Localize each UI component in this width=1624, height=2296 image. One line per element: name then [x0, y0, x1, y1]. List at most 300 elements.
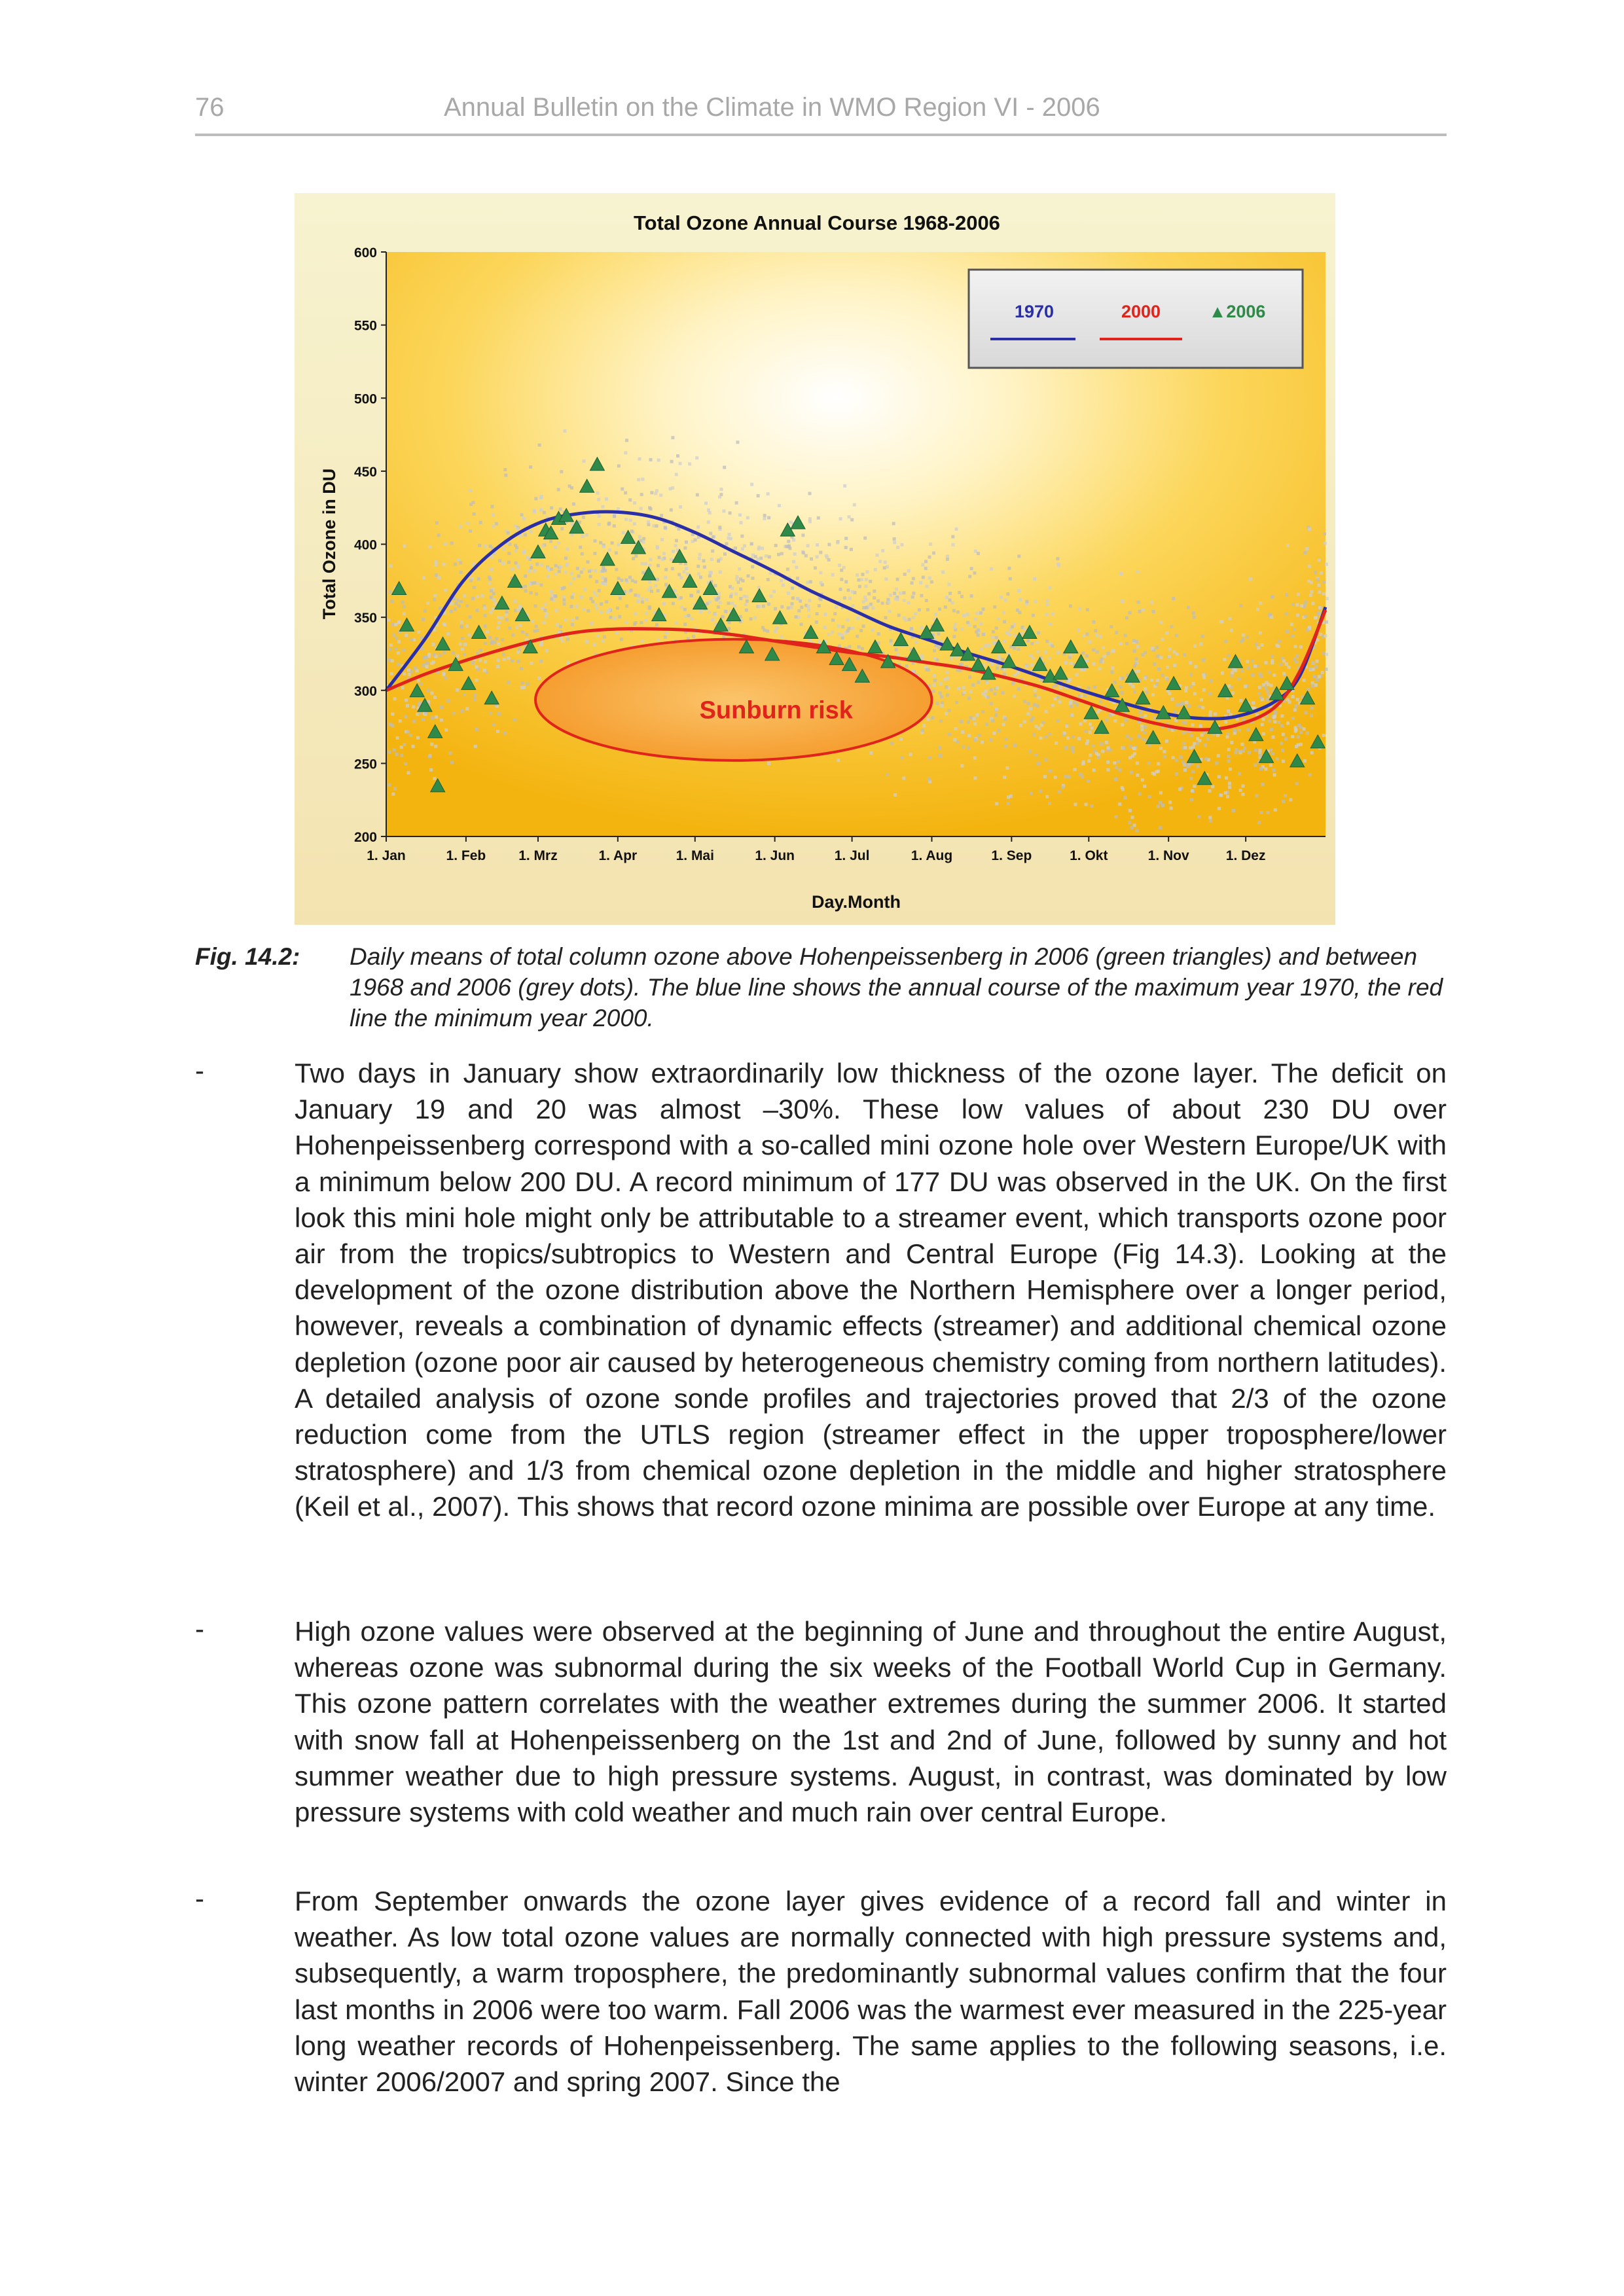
- climatology-dot: [388, 783, 391, 787]
- climatology-dot: [1266, 689, 1269, 692]
- climatology-dot: [547, 575, 550, 578]
- climatology-dot: [1003, 620, 1006, 624]
- climatology-dot: [1078, 694, 1081, 698]
- climatology-dot: [679, 576, 683, 579]
- climatology-dot: [1274, 711, 1277, 714]
- climatology-dot: [944, 605, 947, 609]
- climatology-dot: [1273, 720, 1276, 723]
- climatology-dot: [662, 602, 666, 605]
- climatology-dot: [1175, 759, 1178, 762]
- climatology-dot: [907, 569, 911, 573]
- climatology-dot: [819, 551, 822, 554]
- climatology-dot: [982, 633, 985, 636]
- climatology-dot: [728, 533, 731, 536]
- climatology-dot: [648, 581, 651, 584]
- climatology-dot: [708, 600, 712, 603]
- climatology-dot: [948, 599, 952, 602]
- climatology-dot: [1228, 781, 1231, 785]
- climatology-dot: [776, 626, 779, 630]
- climatology-dot: [595, 580, 598, 583]
- climatology-dot: [973, 776, 977, 780]
- climatology-dot: [1119, 768, 1122, 772]
- climatology-dot: [452, 711, 456, 715]
- climatology-dot: [1204, 744, 1207, 747]
- climatology-dot: [1092, 620, 1095, 624]
- climatology-dot: [391, 713, 394, 716]
- climatology-dot: [1033, 577, 1036, 581]
- climatology-dot: [1227, 685, 1231, 688]
- climatology-dot: [739, 577, 742, 581]
- climatology-dot: [736, 440, 740, 444]
- climatology-dot: [1282, 800, 1285, 803]
- climatology-dot: [1011, 625, 1014, 628]
- climatology-dot: [535, 563, 539, 566]
- climatology-dot: [980, 647, 983, 651]
- climatology-dot: [1107, 746, 1110, 749]
- climatology-dot: [762, 605, 765, 608]
- climatology-dot: [433, 696, 437, 699]
- climatology-dot: [818, 640, 821, 643]
- climatology-dot: [1052, 685, 1055, 689]
- climatology-dot: [1204, 757, 1208, 761]
- climatology-dot: [417, 630, 420, 634]
- climatology-dot: [746, 575, 749, 578]
- climatology-dot: [1121, 677, 1125, 680]
- climatology-dot: [987, 644, 990, 647]
- climatology-dot: [545, 649, 549, 653]
- climatology-dot: [1089, 730, 1092, 734]
- climatology-dot: [585, 533, 588, 537]
- climatology-dot: [1310, 751, 1314, 755]
- climatology-dot: [750, 543, 753, 546]
- climatology-dot: [1128, 756, 1132, 759]
- climatology-dot: [405, 634, 408, 637]
- climatology-dot: [734, 592, 738, 596]
- climatology-dot: [973, 723, 977, 726]
- climatology-dot: [1151, 647, 1154, 650]
- climatology-dot: [461, 709, 464, 713]
- climatology-dot: [977, 681, 981, 684]
- climatology-dot: [1151, 693, 1155, 696]
- climatology-dot: [558, 570, 561, 573]
- climatology-dot: [637, 594, 640, 598]
- climatology-dot: [948, 592, 952, 595]
- climatology-dot: [699, 610, 702, 613]
- climatology-dot: [407, 668, 410, 672]
- climatology-dot: [594, 603, 597, 607]
- climatology-dot: [465, 624, 469, 628]
- climatology-dot: [1069, 702, 1072, 705]
- climatology-dot: [1249, 577, 1252, 581]
- climatology-dot: [490, 596, 493, 599]
- climatology-dot: [1183, 653, 1186, 656]
- climatology-dot: [1229, 768, 1232, 771]
- climatology-dot: [1264, 686, 1267, 689]
- climatology-dot: [802, 551, 805, 554]
- climatology-dot: [1295, 660, 1298, 664]
- climatology-dot: [1258, 686, 1261, 689]
- climatology-dot: [402, 649, 405, 652]
- climatology-dot: [725, 542, 728, 545]
- climatology-dot: [814, 566, 817, 569]
- climatology-dot: [1001, 691, 1005, 694]
- climatology-dot: [530, 662, 533, 665]
- climatology-dot: [992, 641, 996, 645]
- climatology-dot: [1133, 752, 1136, 755]
- climatology-dot: [1034, 694, 1037, 697]
- climatology-dot: [939, 719, 943, 723]
- climatology-dot: [604, 583, 607, 586]
- climatology-dot: [767, 602, 770, 605]
- climatology-dot: [1190, 734, 1193, 738]
- climatology-dot: [388, 647, 391, 651]
- climatology-dot: [671, 436, 674, 439]
- climatology-dot: [475, 728, 478, 731]
- climatology-dot: [807, 608, 810, 611]
- climatology-dot: [1078, 607, 1081, 611]
- climatology-dot: [1147, 761, 1151, 764]
- climatology-dot: [492, 513, 495, 516]
- climatology-dot: [1180, 755, 1183, 759]
- sunburn-risk-label: Sunburn risk: [699, 696, 853, 725]
- climatology-dot: [708, 511, 712, 514]
- climatology-dot: [718, 495, 721, 499]
- climatology-dot: [1051, 704, 1055, 707]
- climatology-dot: [819, 571, 822, 575]
- climatology-dot: [899, 738, 903, 741]
- climatology-dot: [1311, 681, 1314, 685]
- climatology-dot: [590, 622, 594, 625]
- climatology-dot: [1159, 656, 1163, 659]
- climatology-dot: [800, 605, 803, 609]
- climatology-dot: [722, 509, 725, 512]
- climatology-dot: [1290, 622, 1293, 626]
- climatology-dot: [1045, 795, 1049, 798]
- climatology-dot: [476, 595, 479, 598]
- climatology-dot: [1004, 717, 1007, 721]
- climatology-dot: [655, 623, 659, 626]
- climatology-dot: [630, 529, 634, 533]
- climatology-dot: [787, 540, 790, 543]
- page-header: [195, 93, 1447, 136]
- climatology-dot: [1051, 645, 1054, 648]
- climatology-dot: [613, 617, 617, 620]
- climatology-dot: [1005, 738, 1008, 741]
- climatology-dot: [1217, 754, 1220, 757]
- climatology-dot: [644, 562, 647, 565]
- climatology-dot: [655, 524, 659, 528]
- climatology-dot: [1187, 606, 1190, 609]
- climatology-dot: [734, 605, 737, 608]
- climatology-dot: [1056, 557, 1059, 560]
- climatology-dot: [1103, 655, 1106, 658]
- climatology-dot: [1299, 743, 1303, 746]
- climatology-dot: [1026, 712, 1030, 715]
- climatology-dot: [539, 660, 543, 663]
- climatology-dot: [497, 642, 500, 645]
- climatology-dot: [1032, 614, 1035, 617]
- climatology-dot: [1100, 742, 1103, 745]
- climatology-dot: [473, 698, 477, 701]
- climatology-dot: [1191, 770, 1195, 774]
- climatology-dot: [1242, 784, 1245, 787]
- climatology-dot: [1202, 658, 1205, 662]
- climatology-dot: [594, 569, 597, 573]
- climatology-dot: [867, 592, 871, 596]
- climatology-dot: [406, 704, 409, 708]
- y-tick-label: 600: [353, 245, 377, 260]
- climatology-dot: [572, 577, 575, 580]
- climatology-dot: [624, 492, 627, 495]
- climatology-dot: [654, 492, 657, 495]
- climatology-dot: [1280, 663, 1283, 666]
- climatology-dot: [1174, 719, 1178, 722]
- climatology-dot: [806, 581, 809, 584]
- climatology-dot: [850, 518, 854, 522]
- climatology-dot: [555, 609, 558, 612]
- climatology-dot: [596, 492, 600, 495]
- climatology-dot: [698, 557, 701, 560]
- climatology-dot: [442, 672, 446, 675]
- climatology-dot: [704, 501, 708, 505]
- climatology-dot: [741, 547, 744, 550]
- climatology-dot: [731, 587, 734, 590]
- climatology-dot: [774, 544, 778, 547]
- climatology-dot: [1318, 590, 1321, 594]
- climatology-dot: [1322, 734, 1326, 737]
- climatology-dot: [1304, 711, 1307, 715]
- climatology-dot: [422, 664, 425, 667]
- climatology-dot: [1141, 778, 1144, 781]
- climatology-dot: [1304, 600, 1307, 603]
- climatology-dot: [1146, 691, 1149, 694]
- climatology-dot: [971, 683, 975, 687]
- climatology-dot: [409, 734, 412, 737]
- caption-label: Fig. 14.2:: [195, 943, 300, 970]
- climatology-dot: [562, 598, 566, 601]
- climatology-dot: [1305, 547, 1308, 550]
- climatology-dot: [1087, 759, 1091, 762]
- climatology-dot: [1106, 768, 1110, 772]
- climatology-dot: [1122, 747, 1125, 750]
- climatology-dot: [1027, 702, 1030, 705]
- climatology-dot: [688, 462, 691, 465]
- climatology-dot: [1297, 593, 1300, 596]
- climatology-dot: [1045, 613, 1049, 617]
- climatology-dot: [950, 657, 953, 660]
- climatology-dot: [410, 638, 413, 641]
- climatology-dot: [985, 723, 988, 726]
- climatology-dot: [1230, 629, 1233, 632]
- climatology-dot: [1137, 601, 1140, 604]
- climatology-dot: [995, 636, 998, 639]
- climatology-dot: [933, 649, 936, 653]
- climatology-dot: [393, 697, 397, 700]
- climatology-dot: [615, 568, 618, 571]
- climatology-dot: [836, 541, 839, 545]
- climatology-dot: [657, 564, 660, 567]
- x-tick-label: 1. Feb: [446, 848, 486, 863]
- climatology-dot: [535, 625, 538, 628]
- climatology-dot: [1144, 731, 1147, 734]
- climatology-dot: [631, 579, 634, 583]
- climatology-dot: [1093, 685, 1096, 689]
- climatology-dot: [865, 570, 869, 573]
- climatology-dot: [1009, 795, 1013, 798]
- climatology-dot: [526, 556, 530, 560]
- climatology-dot: [875, 554, 878, 557]
- climatology-dot: [496, 665, 499, 668]
- climatology-dot: [1144, 714, 1147, 717]
- climatology-dot: [851, 626, 854, 630]
- x-tick-label: 1. Jul: [834, 848, 870, 863]
- climatology-dot: [526, 683, 530, 686]
- climatology-dot: [861, 573, 865, 576]
- climatology-dot: [576, 567, 579, 570]
- climatology-dot: [1134, 657, 1138, 660]
- climatology-dot: [1259, 601, 1262, 605]
- climatology-dot: [644, 619, 647, 622]
- climatology-dot: [484, 624, 487, 628]
- climatology-dot: [1246, 660, 1249, 663]
- climatology-dot: [1288, 666, 1291, 669]
- climatology-dot: [955, 528, 958, 531]
- climatology-dot: [1063, 732, 1066, 735]
- climatology-dot: [1138, 735, 1141, 738]
- climatology-dot: [930, 581, 933, 584]
- climatology-dot: [897, 614, 901, 617]
- climatology-dot: [1285, 662, 1288, 666]
- climatology-dot: [1142, 608, 1145, 611]
- climatology-dot: [1209, 819, 1212, 823]
- climatology-dot: [1082, 634, 1085, 637]
- climatology-dot: [540, 564, 543, 567]
- climatology-dot: [575, 605, 579, 608]
- climatology-dot: [659, 493, 662, 497]
- climatology-dot: [780, 552, 784, 555]
- climatology-dot: [938, 746, 941, 749]
- climatology-dot: [1034, 725, 1038, 728]
- climatology-dot: [1032, 733, 1036, 736]
- climatology-dot: [791, 602, 794, 605]
- climatology-dot: [433, 594, 437, 597]
- climatology-dot: [1084, 730, 1087, 733]
- climatology-dot: [1055, 742, 1058, 745]
- climatology-dot: [507, 656, 510, 660]
- climatology-dot: [1102, 646, 1105, 649]
- climatology-dot: [566, 637, 569, 641]
- climatology-dot: [613, 514, 616, 518]
- climatology-dot: [750, 483, 753, 486]
- climatology-dot: [1226, 795, 1229, 798]
- climatology-dot: [557, 488, 560, 492]
- climatology-dot: [720, 488, 723, 491]
- climatology-dot: [511, 634, 514, 637]
- climatology-dot: [502, 653, 505, 656]
- climatology-dot: [1097, 756, 1100, 759]
- climatology-dot: [636, 600, 640, 603]
- climatology-dot: [397, 640, 401, 643]
- climatology-dot: [1209, 710, 1212, 713]
- climatology-dot: [601, 576, 604, 579]
- climatology-dot: [1144, 677, 1147, 680]
- climatology-dot: [1058, 700, 1062, 704]
- climatology-dot: [939, 691, 942, 694]
- climatology-dot: [514, 524, 517, 528]
- climatology-dot: [1183, 746, 1187, 749]
- climatology-dot: [1039, 790, 1043, 793]
- climatology-dot: [675, 621, 678, 624]
- climatology-dot: [848, 627, 851, 630]
- climatology-dot: [469, 615, 472, 619]
- climatology-dot: [780, 579, 783, 582]
- climatology-dot: [1071, 746, 1074, 749]
- climatology-dot: [1048, 732, 1051, 736]
- climatology-dot: [954, 622, 957, 626]
- climatology-dot: [498, 559, 501, 562]
- climatology-dot: [393, 787, 397, 791]
- climatology-dot: [1193, 645, 1197, 648]
- climatology-dot: [887, 601, 890, 604]
- climatology-dot: [1211, 785, 1214, 788]
- climatology-dot: [820, 598, 823, 601]
- climatology-dot: [388, 751, 391, 754]
- climatology-dot: [456, 655, 460, 658]
- y-tick-label: 200: [353, 830, 377, 845]
- climatology-dot: [496, 730, 499, 733]
- climatology-dot: [753, 617, 757, 620]
- climatology-dot: [503, 658, 506, 661]
- climatology-dot: [1092, 662, 1095, 666]
- climatology-dot: [1271, 659, 1274, 662]
- climatology-dot: [664, 583, 668, 586]
- climatology-dot: [924, 567, 928, 570]
- climatology-dot: [727, 627, 731, 630]
- climatology-dot: [484, 642, 487, 645]
- climatology-dot: [684, 615, 687, 618]
- climatology-dot: [878, 560, 882, 563]
- climatology-dot: [1187, 704, 1191, 708]
- climatology-dot: [414, 666, 417, 670]
- climatology-dot: [941, 571, 945, 574]
- climatology-dot: [1274, 808, 1277, 812]
- climatology-dot: [528, 569, 531, 573]
- climatology-dot: [945, 712, 948, 715]
- climatology-dot: [1238, 728, 1241, 732]
- climatology-dot: [1106, 652, 1110, 655]
- climatology-dot: [869, 751, 873, 755]
- climatology-dot: [1316, 660, 1319, 663]
- climatology-dot: [514, 549, 517, 552]
- climatology-dot: [1119, 642, 1123, 645]
- climatology-dot: [1087, 780, 1090, 783]
- climatology-dot: [1006, 592, 1009, 596]
- climatology-dot: [711, 549, 714, 552]
- running-title: Annual Bulletin on the Climate in WMO Region VI - 2006: [444, 93, 1100, 122]
- climatology-dot: [452, 651, 455, 655]
- climatology-dot: [986, 681, 989, 685]
- climatology-dot: [1272, 736, 1275, 739]
- climatology-dot: [912, 592, 915, 595]
- climatology-dot: [702, 559, 706, 562]
- climatology-dot: [459, 643, 462, 646]
- climatology-dot: [1128, 821, 1131, 824]
- climatology-dot: [837, 759, 840, 762]
- climatology-dot: [634, 554, 638, 558]
- climatology-dot: [1113, 681, 1117, 684]
- climatology-dot: [1039, 736, 1042, 740]
- climatology-dot: [928, 778, 931, 781]
